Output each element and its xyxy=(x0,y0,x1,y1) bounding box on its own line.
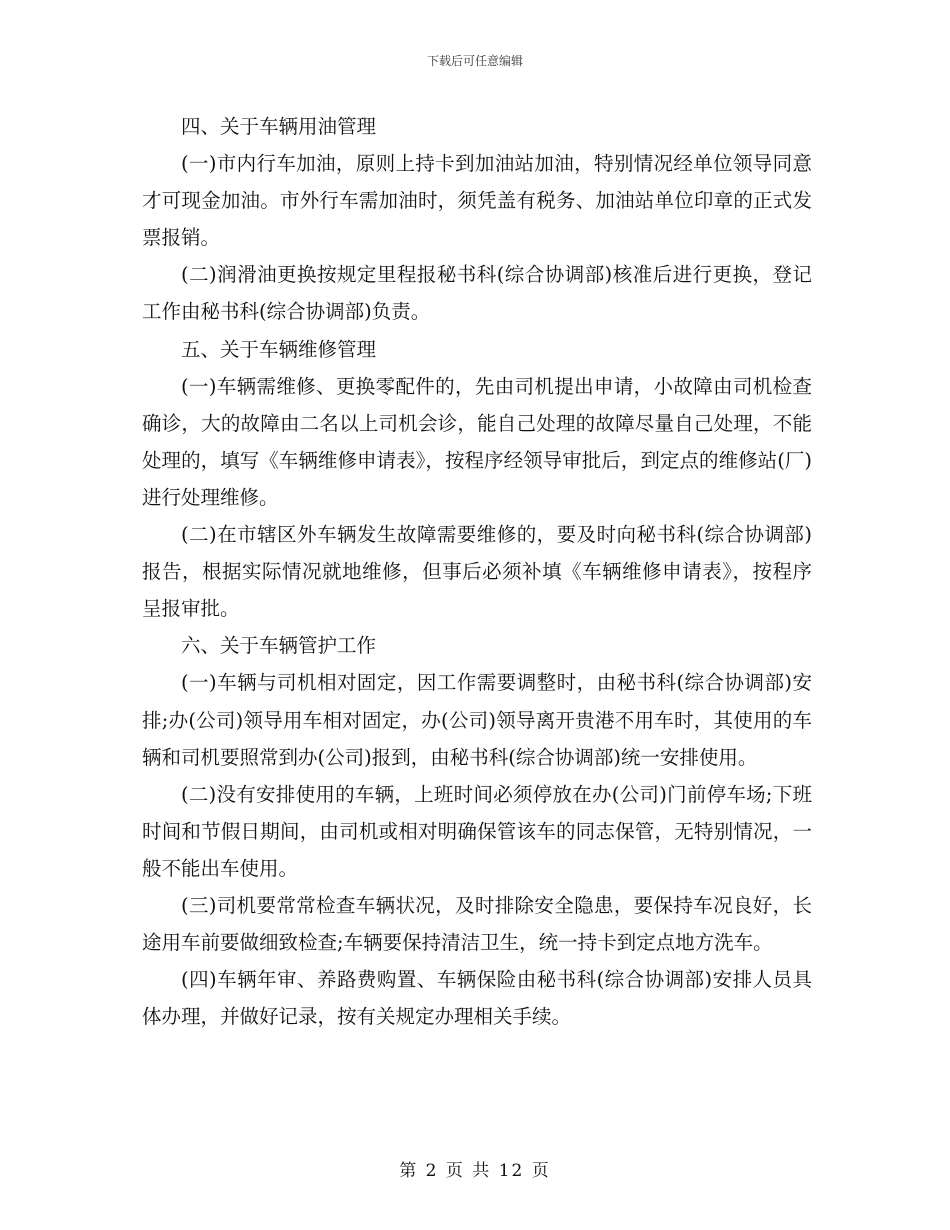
paragraph-care-1: (一)车辆与司机相对固定，因工作需要调整时，由秘书科(综合协调部)安排;办(公司)领导用车相对固定，办(公司)领导离开贵港不用车时，其使用的车辆和司机要照常到办(公司)报到，由秘书科(综合协调部)统一安排使用。 xyxy=(142,671,812,769)
paragraph-care-4: (四)车辆年审、养路费购置、车辆保险由秘书科(综合协调部)安排人员具体办理，并做好记录，按有关规定办理相关手续。 xyxy=(142,968,812,1029)
page-number-footer: 第 2 页 共 12 页 xyxy=(399,1161,551,1181)
paragraph-fuel-1: (一)市内行车加油，原则上持卡到加油站加油，特别情况经单位领导同意才可现金加油。市外行车需加油时，须凭盖有税务、加油站单位印章的正式发票报销。 xyxy=(142,152,812,250)
document-body xyxy=(142,108,812,1035)
section-heading-repair: 五、关于车辆维修管理 xyxy=(181,337,377,361)
paragraph-care-3: (三)司机要常常检查车辆状况，及时排除安全隐患，要保持车况良好，长途用车前要做细致检查;车辆要保持清洁卫生，统一持卡到定点地方洗车。 xyxy=(142,893,812,955)
section-heading-fuel: 四、关于车辆用油管理 xyxy=(181,115,377,138)
paragraph-repair-1: (一)车辆需维修、更换零配件的，先由司机提出申请，小故障由司机检查确诊，大的故障由二名以上司机会诊，能自己处理的故障尽量自己处理，不能处理的，填写《车辆维修申请表》，按程序经领导审批后，到定点的维修站(厂)进行处理维修。 xyxy=(142,374,812,509)
paragraph-repair-2: (二)在市辖区外车辆发生故障需要维修的，要及时向秘书科(综合协调部)报告，根据实际情况就地维修，但事后必须补填《车辆维修申请表》，按程序呈报审批。 xyxy=(142,523,812,621)
section-heading-care: 六、关于车辆管护工作 xyxy=(181,634,377,658)
paragraph-care-2: (二)没有安排使用的车辆，上班时间必须停放在办(公司)门前停车场;下班时间和节假日期间，由司机或相对明确保管该车的同志保管，无特别情况，一般不能出车使用。 xyxy=(142,782,812,880)
page-header: 下载后可任意编辑 xyxy=(426,54,523,68)
paragraph-fuel-2: (二)润滑油更换按规定里程报秘书科(综合协调部)核准后进行更换，登记工作由秘书科(综合协调部)负责。 xyxy=(142,263,812,324)
